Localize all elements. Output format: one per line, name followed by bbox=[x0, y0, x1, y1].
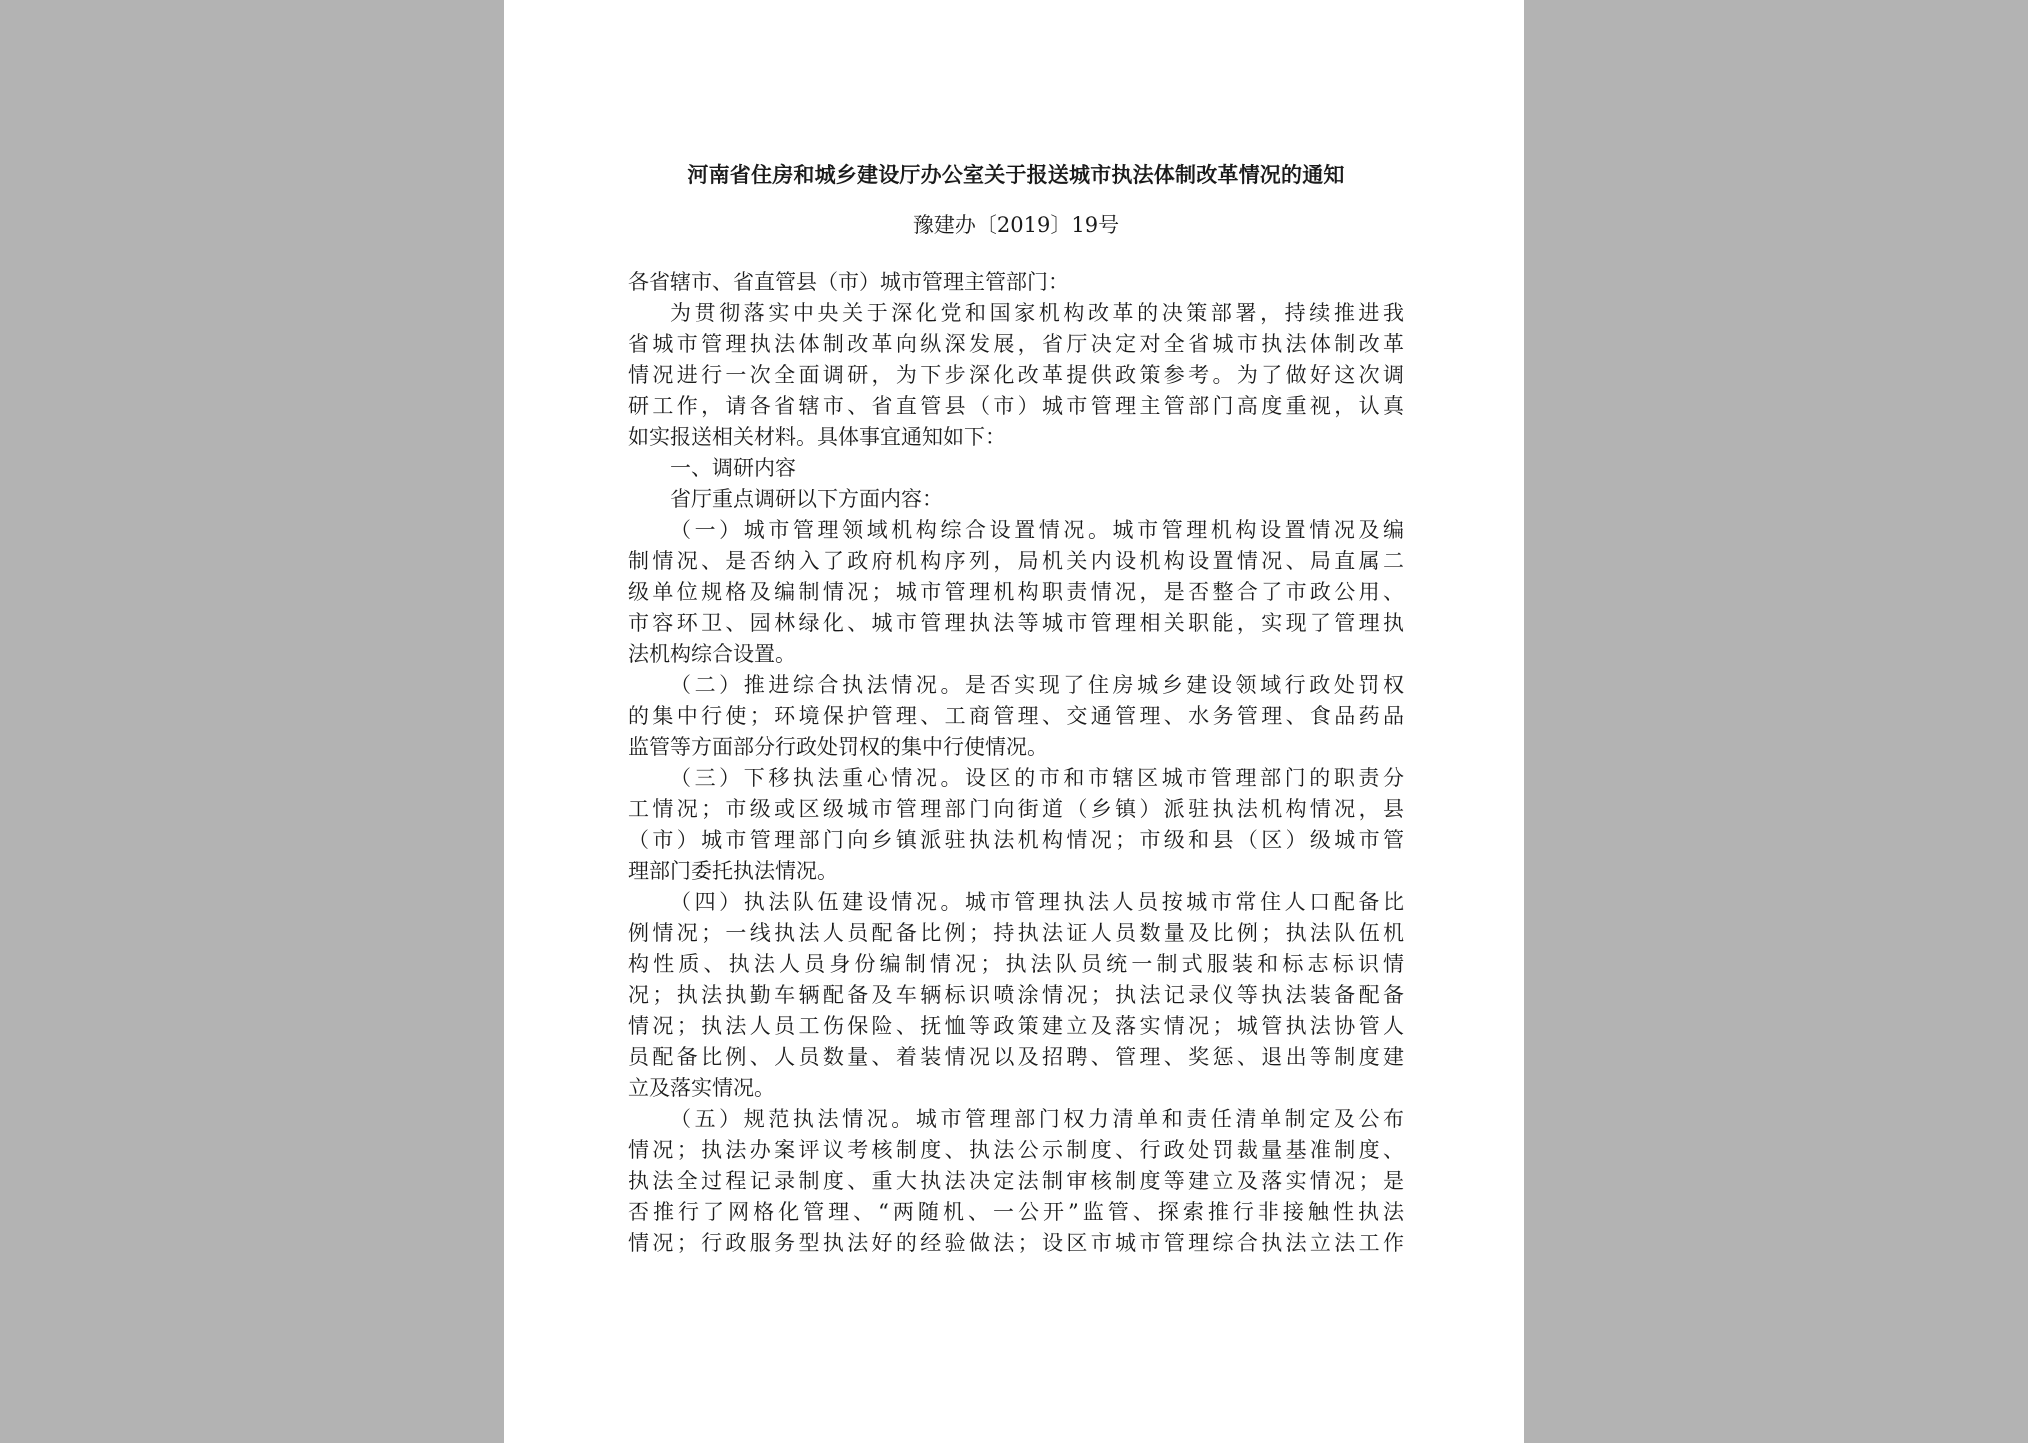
text-line: （五）规范执法情况。城市管理部门权力清单和责任清单制定及公布 bbox=[670, 1107, 1404, 1131]
text-line: 研工作，请各省辖市、省直管县（市）城市管理主管部门高度重视，认真 bbox=[628, 394, 1404, 418]
text-line: 理部门委托执法情况。 bbox=[628, 859, 838, 883]
document-body bbox=[628, 155, 1404, 1259]
text-line: 况；执法执勤车辆配备及车辆标识喷涂情况；执法记录仪等执法装备配备 bbox=[628, 983, 1404, 1007]
text-line: 情况；执法人员工伤保险、抚恤等政策建立及落实情况；城管执法协管人 bbox=[628, 1014, 1404, 1038]
text-line: （二）推进综合执法情况。是否实现了住房城乡建设领域行政处罚权 bbox=[670, 673, 1404, 697]
text-line: 市容环卫、园林绿化、城市管理执法等城市管理相关职能，实现了管理执 bbox=[628, 611, 1404, 635]
text-line: 构性质、执法人员身份编制情况；执法队员统一制式服装和标志标识情 bbox=[628, 952, 1404, 976]
text-line: 监管等方面部分行政处罚权的集中行使情况。 bbox=[628, 735, 1048, 759]
text-line: 为贯彻落实中央关于深化党和国家机构改革的决策部署，持续推进我 bbox=[670, 301, 1404, 325]
text-line: （一）城市管理领域机构综合设置情况。城市管理机构设置情况及编 bbox=[670, 518, 1404, 542]
text-line: （三）下移执法重心情况。设区的市和市辖区城市管理部门的职责分 bbox=[670, 766, 1404, 790]
text-line: 的集中行使；环境保护管理、工商管理、交通管理、水务管理、食品药品 bbox=[628, 704, 1404, 728]
text-line: 制情况、是否纳入了政府机构序列，局机关内设机构设置情况、局直属二 bbox=[628, 549, 1404, 573]
document-text bbox=[628, 267, 1404, 1259]
document-number: 豫建办〔2019〕19号 bbox=[912, 213, 1120, 237]
text-line: 情况；执法办案评议考核制度、执法公示制度、行政处罚裁量基准制度、 bbox=[628, 1138, 1404, 1162]
text-line: 省厅重点调研以下方面内容： bbox=[670, 487, 943, 511]
text-line: （四）执法队伍建设情况。城市管理执法人员按城市常住人口配备比 bbox=[670, 890, 1404, 914]
text-line: 执法全过程记录制度、重大执法决定法制审核制度等建立及落实情况；是 bbox=[628, 1169, 1404, 1193]
text-line: 情况；行政服务型执法好的经验做法；设区市城市管理综合执法立法工作 bbox=[628, 1231, 1404, 1255]
text-line: 情况进行一次全面调研，为下步深化改革提供政策参考。为了做好这次调 bbox=[628, 363, 1404, 387]
text-line: （市）城市管理部门向乡镇派驻执法机构情况；市级和县（区）级城市管 bbox=[628, 828, 1404, 852]
document-title: 河南省住房和城乡建设厅办公室关于报送城市执法体制改革情况的通知 bbox=[687, 162, 1345, 187]
text-line: 例情况；一线执法人员配备比例；持执法证人员数量及比例；执法队伍机 bbox=[628, 921, 1404, 945]
document-page bbox=[504, 0, 1524, 1443]
text-line: 如实报送相关材料。具体事宜通知如下： bbox=[628, 425, 1006, 449]
text-line: 级单位规格及编制情况；城市管理机构职责情况，是否整合了市政公用、 bbox=[628, 580, 1404, 604]
text-line: 工情况；市级或区级城市管理部门向街道（乡镇）派驻执法机构情况，县 bbox=[628, 797, 1404, 821]
text-line: 省城市管理执法体制改革向纵深发展，省厅决定对全省城市执法体制改革 bbox=[628, 332, 1404, 356]
text-line: 员配备比例、人员数量、着装情况以及招聘、管理、奖惩、退出等制度建 bbox=[628, 1045, 1404, 1069]
text-line: 立及落实情况。 bbox=[628, 1076, 775, 1100]
text-line: 法机构综合设置。 bbox=[628, 642, 796, 666]
text-line: 否推行了网格化管理、“两随机、一公开”监管、探索推行非接触性执法 bbox=[628, 1200, 1404, 1224]
text-line: 各省辖市、省直管县（市）城市管理主管部门： bbox=[628, 270, 1069, 294]
text-line: 一、调研内容 bbox=[670, 456, 796, 480]
